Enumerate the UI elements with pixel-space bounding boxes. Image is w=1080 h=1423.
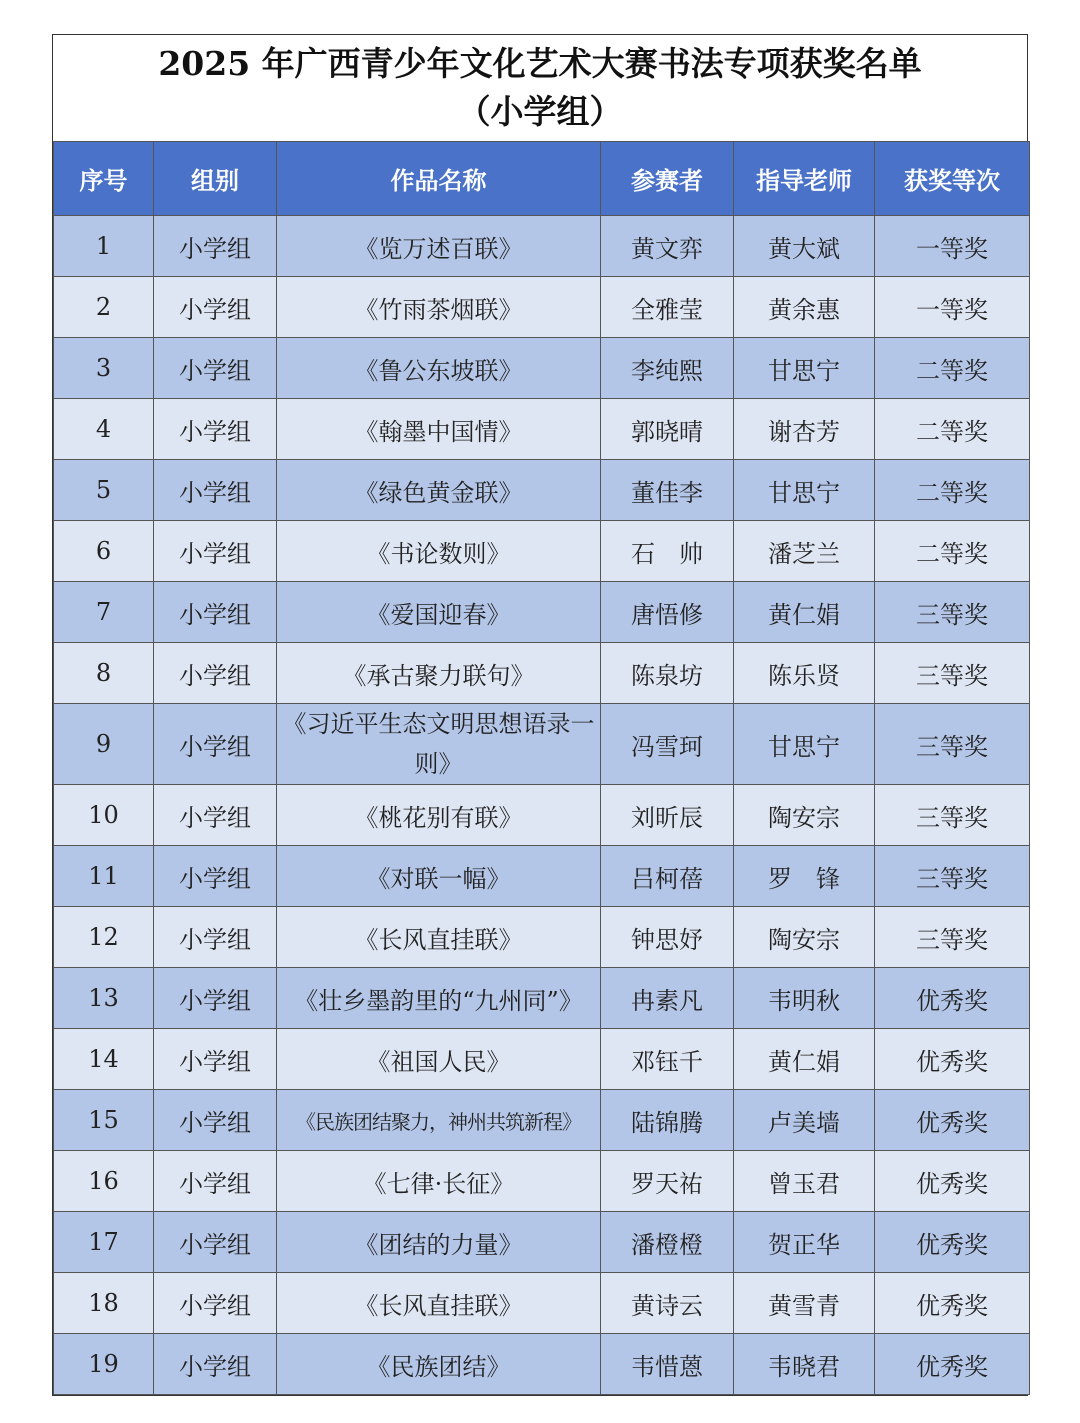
table-row [54, 399, 1030, 460]
cell-index: 2 [54, 277, 154, 338]
table-body [54, 216, 1030, 1395]
cell-instructor: 陶安宗 [734, 785, 875, 846]
table-row [54, 338, 1030, 399]
cell-participant: 全雅莹 [601, 277, 734, 338]
cell-award-level: 三等奖 [875, 785, 1030, 846]
cell-group: 小学组 [154, 1029, 277, 1090]
cell-index: 10 [54, 785, 154, 846]
cell-work-title: 《民族团结》 [277, 1334, 601, 1395]
cell-work-title: 《竹雨茶烟联》 [277, 277, 601, 338]
cell-award-level: 优秀奖 [875, 968, 1030, 1029]
cell-group: 小学组 [154, 460, 277, 521]
table-row [54, 460, 1030, 521]
cell-participant: 陆锦腾 [601, 1090, 734, 1151]
cell-participant: 刘昕辰 [601, 785, 734, 846]
cell-award-level: 二等奖 [875, 521, 1030, 582]
cell-instructor: 罗 锋 [734, 846, 875, 907]
cell-group: 小学组 [154, 582, 277, 643]
cell-work-title: 《长风直挂联》 [277, 1273, 601, 1334]
cell-work-title: 《祖国人民》 [277, 1029, 601, 1090]
cell-instructor: 黄雪青 [734, 1273, 875, 1334]
cell-index: 15 [54, 1090, 154, 1151]
header-participant: 参赛者 [601, 142, 734, 216]
cell-award-level: 优秀奖 [875, 1212, 1030, 1273]
cell-award-level: 优秀奖 [875, 1151, 1030, 1212]
cell-group: 小学组 [154, 277, 277, 338]
cell-instructor: 黄仁娟 [734, 1029, 875, 1090]
cell-award-level: 优秀奖 [875, 1334, 1030, 1395]
table-row [54, 968, 1030, 1029]
cell-participant: 郭晓晴 [601, 399, 734, 460]
cell-index: 16 [54, 1151, 154, 1212]
cell-work-title: 《承古聚力联句》 [277, 643, 601, 704]
cell-instructor: 韦晓君 [734, 1334, 875, 1395]
table-row [54, 907, 1030, 968]
award-list-sheet [52, 34, 1028, 1396]
cell-participant: 韦惜蒽 [601, 1334, 734, 1395]
cell-index: 1 [54, 216, 154, 277]
table-row [54, 216, 1030, 277]
cell-work-title: 《翰墨中国情》 [277, 399, 601, 460]
table-row [54, 1273, 1030, 1334]
table-row [54, 1212, 1030, 1273]
cell-index: 14 [54, 1029, 154, 1090]
table-row [54, 1334, 1030, 1395]
cell-work-title: 《七律·长征》 [277, 1151, 601, 1212]
cell-participant: 唐悟修 [601, 582, 734, 643]
cell-award-level: 一等奖 [875, 216, 1030, 277]
cell-group: 小学组 [154, 1334, 277, 1395]
header-group: 组别 [154, 142, 277, 216]
cell-work-title: 《绿色黄金联》 [277, 460, 601, 521]
cell-index: 17 [54, 1212, 154, 1273]
cell-instructor: 韦明秋 [734, 968, 875, 1029]
cell-group: 小学组 [154, 643, 277, 704]
cell-index: 19 [54, 1334, 154, 1395]
title-block [53, 35, 1027, 141]
cell-group: 小学组 [154, 399, 277, 460]
cell-participant: 潘橙橙 [601, 1212, 734, 1273]
cell-index: 9 [54, 704, 154, 785]
table-row [54, 704, 1030, 785]
cell-index: 18 [54, 1273, 154, 1334]
cell-group: 小学组 [154, 1212, 277, 1273]
page-subtitle: （小学组） [457, 92, 623, 131]
cell-work-title: 《长风直挂联》 [277, 907, 601, 968]
cell-index: 6 [54, 521, 154, 582]
cell-group: 小学组 [154, 846, 277, 907]
award-table [53, 141, 1030, 1395]
cell-work-title: 《壮乡墨韵里的“九州同”》 [277, 968, 601, 1029]
cell-participant: 黄诗云 [601, 1273, 734, 1334]
cell-index: 7 [54, 582, 154, 643]
header-work-title: 作品名称 [277, 142, 601, 216]
cell-participant: 黄文弈 [601, 216, 734, 277]
cell-group: 小学组 [154, 338, 277, 399]
cell-work-title: 《民族团结聚力，神州共筑新程》 [277, 1090, 601, 1151]
cell-work-title: 《爱国迎春》 [277, 582, 601, 643]
table-row [54, 785, 1030, 846]
cell-index: 12 [54, 907, 154, 968]
table-row [54, 582, 1030, 643]
cell-index: 8 [54, 643, 154, 704]
cell-award-level: 二等奖 [875, 460, 1030, 521]
cell-index: 5 [54, 460, 154, 521]
cell-index: 3 [54, 338, 154, 399]
cell-work-title: 《团结的力量》 [277, 1212, 601, 1273]
cell-award-level: 一等奖 [875, 277, 1030, 338]
cell-group: 小学组 [154, 1151, 277, 1212]
cell-participant: 钟思妤 [601, 907, 734, 968]
cell-instructor: 陶安宗 [734, 907, 875, 968]
cell-group: 小学组 [154, 704, 277, 785]
cell-instructor: 甘思宁 [734, 338, 875, 399]
cell-instructor: 曾玉君 [734, 1151, 875, 1212]
cell-award-level: 三等奖 [875, 643, 1030, 704]
table-header-row [54, 142, 1030, 216]
table-row [54, 521, 1030, 582]
cell-award-level: 二等奖 [875, 399, 1030, 460]
cell-instructor: 贺正华 [734, 1212, 875, 1273]
cell-participant: 冉素凡 [601, 968, 734, 1029]
cell-participant: 董佳李 [601, 460, 734, 521]
cell-participant: 吕柯蓓 [601, 846, 734, 907]
cell-group: 小学组 [154, 968, 277, 1029]
cell-award-level: 三等奖 [875, 907, 1030, 968]
cell-group: 小学组 [154, 521, 277, 582]
cell-award-level: 二等奖 [875, 338, 1030, 399]
cell-work-title: 《览万述百联》 [277, 216, 601, 277]
table-row [54, 846, 1030, 907]
cell-group: 小学组 [154, 1273, 277, 1334]
cell-instructor: 潘芝兰 [734, 521, 875, 582]
cell-participant: 罗天祐 [601, 1151, 734, 1212]
cell-instructor: 黄大斌 [734, 216, 875, 277]
cell-participant: 李纯熙 [601, 338, 734, 399]
cell-index: 4 [54, 399, 154, 460]
cell-instructor: 黄余惠 [734, 277, 875, 338]
cell-participant: 陈泉坊 [601, 643, 734, 704]
header-instructor: 指导老师 [734, 142, 875, 216]
table-row [54, 1029, 1030, 1090]
table-row [54, 277, 1030, 338]
cell-index: 13 [54, 968, 154, 1029]
cell-instructor: 卢美墙 [734, 1090, 875, 1151]
table-row [54, 1151, 1030, 1212]
cell-work-title: 《桃花别有联》 [277, 785, 601, 846]
cell-group: 小学组 [154, 785, 277, 846]
cell-award-level: 优秀奖 [875, 1090, 1030, 1151]
cell-work-title: 《对联一幅》 [277, 846, 601, 907]
cell-award-level: 优秀奖 [875, 1029, 1030, 1090]
cell-work-title: 《鲁公东坡联》 [277, 338, 601, 399]
cell-work-title: 《书论数则》 [277, 521, 601, 582]
cell-participant: 冯雪珂 [601, 704, 734, 785]
cell-instructor: 谢杏芳 [734, 399, 875, 460]
table-row [54, 1090, 1030, 1151]
cell-instructor: 甘思宁 [734, 704, 875, 785]
cell-group: 小学组 [154, 907, 277, 968]
table-row [54, 643, 1030, 704]
cell-participant: 邓钰千 [601, 1029, 734, 1090]
cell-award-level: 三等奖 [875, 704, 1030, 785]
cell-group: 小学组 [154, 216, 277, 277]
header-index: 序号 [54, 142, 154, 216]
cell-participant: 石 帅 [601, 521, 734, 582]
cell-instructor: 甘思宁 [734, 460, 875, 521]
cell-group: 小学组 [154, 1090, 277, 1151]
header-award-level: 获奖等次 [875, 142, 1030, 216]
cell-award-level: 三等奖 [875, 582, 1030, 643]
cell-index: 11 [54, 846, 154, 907]
cell-work-title: 《习近平生态文明思想语录一则》 [277, 704, 601, 785]
cell-instructor: 陈乐贤 [734, 643, 875, 704]
cell-award-level: 优秀奖 [875, 1273, 1030, 1334]
cell-award-level: 三等奖 [875, 846, 1030, 907]
page-title: 2025 年广西青少年文化艺术大赛书法专项获奖名单 [158, 44, 922, 83]
cell-instructor: 黄仁娟 [734, 582, 875, 643]
